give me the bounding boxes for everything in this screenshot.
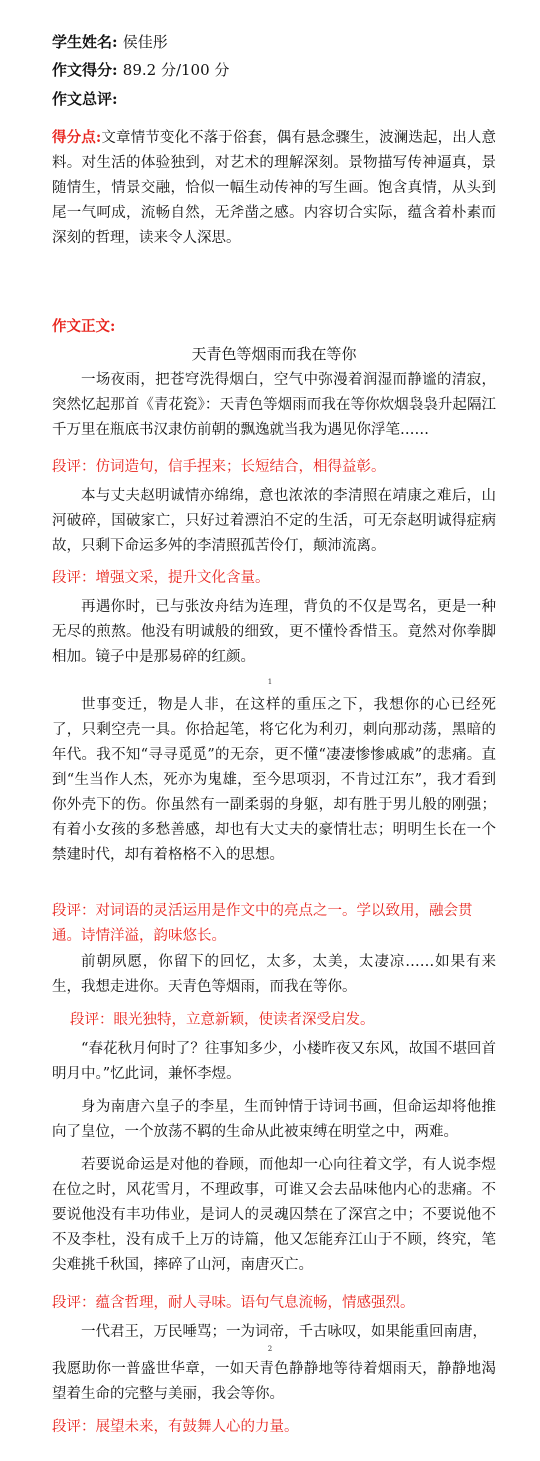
student-name-label: 学生姓名:: [52, 33, 118, 51]
page-number: 1: [267, 678, 273, 686]
paragraph-comment: 段评：眼光独特，立意新颖，使读者深受启发。: [70, 1012, 375, 1028]
overall-comment-text: 文章情节变化不落于俗套，偶有悬念骤生，波澜迭起，出人意料。对生活的体验独到，对艺术的理解深刻。景物描写传神逼真，景随情生，情景交融，恰似一幅生动传神的写生画。饱含真情，从头到尾一气呵成，流畅自然，无斧凿之感。内容切合实际，蕴含着朴素而深刻的哲理，读来令人深思。: [52, 130, 496, 246]
essay-paragraph: “春花秋月何时了？往事知多少，小楼昨夜又东风，故国不堪回首明月中。”忆此词，兼怀李煜。: [52, 1041, 496, 1082]
overall-comment-heading: 作文总评:: [52, 90, 118, 108]
essay-paragraph: 再遇你时，已与张汝舟结为连理，背负的不仅是骂名，更是一种无尽的煎熬。他没有明诚般的细致，更不懂怜香惜玉。竟然对你拳脚相加。镜子中是那易碎的红颜。: [52, 599, 496, 665]
paragraph-comment: 段评：展望未来，有鼓舞人心的力量。: [52, 1419, 299, 1435]
essay-paragraph: 身为南唐六皇子的李星，生而钟情于诗词书画，但命运却将他推向了皇位，一个放荡不羁的生命从此被束缚在明堂之中，两难。: [52, 1099, 496, 1140]
overall-comment-label: 得分点:: [52, 129, 102, 146]
score-value: 89.2 分/100 分: [122, 61, 230, 79]
paragraph-comment: 段评：蕴含哲理，耐人寻味。语句气息流畅，情感强烈。: [52, 1295, 415, 1311]
essay-paragraph: 本与丈夫赵明诚情亦绵绵，意也浓浓的李清照在靖康之难后，山河破碎，国破家亡，只好过着漂泊不定的生活，可无奈赵明诚得症病故，只剩下命运多舛的李清照孤苦伶仃，颠沛流离。: [52, 488, 496, 554]
paragraph-comment: 段评：仿词造句，信手捏来；长短结合，相得益彰。: [52, 459, 386, 475]
essay-paragraph: 一场夜雨，把苍穹洗得烟白，空气中弥漫着润湿而静谧的清寂，突然忆起那首《青花瓷》：天青色等烟雨而我在等你炊烟袅袅升起隔江千万里在瓶底书汉隶仿前朝的飘逸就当我为遇见你浮笔……: [52, 372, 496, 438]
essay-paragraph: 前朝夙愿，你留下的回忆，太多，太美，太凄凉……如果有来生，我想走进你。天青色等烟雨，而我在等你。: [52, 954, 496, 995]
score-line: [52, 58, 496, 83]
essay-paragraph: 我愿助你一普盛世华章，一如天青色静静地等待着烟雨天，静静地渴望着生命的完整与美丽，我会等你。: [52, 1361, 496, 1402]
essay-paragraph: 世事变迁，物是人非，在这样的重压之下，我想你的心已经死了，只剩空壳一具。你拾起笔，将它化为利刃，刺向那动荡，黑暗的年代。我不知“寻寻觅觅”的无奈，更不懂“凄凄惨惨戚戚”的悲痛。直到“生当作人杰，死亦为鬼雄，至今思项羽，不肯过江东”，我才看到你外壳下的伤。你虽然有一副柔弱的身躯，却有胜于男儿般的刚强；有着小女孩的多愁善感，却也有大丈夫的豪情壮志；明明生长在一个禁建时代，却有着格格不入的思想。: [52, 697, 496, 863]
essay-section-label: 作文正文:: [52, 318, 116, 335]
paragraph-comment: 段评：增强文采，提升文化含量。: [52, 570, 270, 586]
paragraph-comment: 段评：对词语的灵活运用是作文中的亮点之一。学以致用，融会贯通。诗情洋溢，韵味悠长。: [52, 903, 473, 944]
score-label: 作文得分:: [52, 61, 118, 79]
page-number: 2: [267, 1345, 273, 1353]
essay-paragraph: 若要说命运是对他的眷顾，而他却一心向往着文学，有人说李煜在位之时，风花雪月，不理政事，可谁又会去品味他内心的悲痛。不要说他没有丰功伟业，是词人的灵魂囚禁在了深宫之中；不要说他不不及李杜，没有成千上万的诗篇，他又怎能弃江山于不顾，终究，笔尖难挑千秋国，摔碎了山河，南唐灭亡。: [52, 1157, 496, 1273]
essay-paragraph: 一代君王，万民唾骂；一为词帝，千古咏叹，如果能重回南唐，: [81, 1324, 487, 1340]
overall-comment: [52, 125, 496, 251]
student-name-line: [52, 30, 496, 55]
essay-title: 天青色等烟雨而我在等你: [191, 345, 357, 363]
student-name-value: 侯佳彤: [122, 33, 168, 51]
